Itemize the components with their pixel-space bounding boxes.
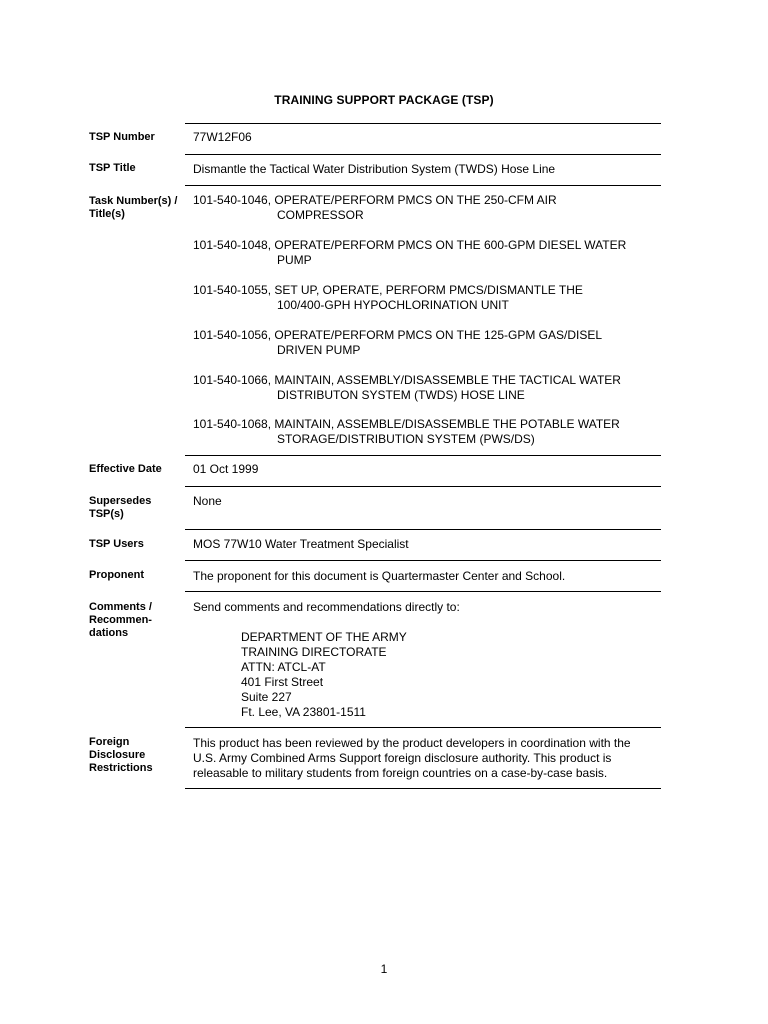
task-title-cont: DISTRIBUTON SYSTEM (TWDS) HOSE LINE bbox=[277, 388, 525, 402]
address-line: Suite 227 bbox=[241, 690, 292, 704]
list-item bbox=[193, 417, 663, 462]
list-item bbox=[193, 283, 663, 328]
divider bbox=[185, 486, 661, 487]
foreign-disclosure-value: This product has been reviewed by the product developers in coordination with the U.S. Army Combined Arms Support foreign disclosure authority. This product is releasable to military students from foreign countries on a case-by-case basis. bbox=[193, 736, 631, 780]
task-title: OPERATE/PERFORM PMCS ON THE 600-GPM DIESEL WATER bbox=[274, 238, 627, 252]
divider bbox=[185, 727, 661, 728]
task-title: MAINTAIN, ASSEMBLY/DISASSEMBLE THE TACTICAL WATER bbox=[274, 373, 621, 387]
task-title-cont: PUMP bbox=[277, 253, 312, 267]
tsp-users-label: TSP Users bbox=[89, 538, 144, 550]
effective-date-value: 01 Oct 1999 bbox=[193, 462, 259, 476]
task-number: 101-540-1055, bbox=[193, 283, 272, 297]
effective-date-label: Effective Date bbox=[89, 463, 162, 475]
tasks-label-text: Task Number(s) / Title(s) bbox=[89, 195, 178, 220]
tsp-title-value: Dismantle the Tactical Water Distribution System (TWDS) Hose Line bbox=[193, 162, 556, 176]
comments-label: Comments / Recommen-dations bbox=[89, 601, 152, 639]
task-title: SET UP, OPERATE, PERFORM PMCS/DISMANTLE THE bbox=[274, 283, 583, 297]
address-line: Ft. Lee, VA 23801-1511 bbox=[241, 705, 366, 719]
divider bbox=[185, 154, 661, 155]
tsp-title-label: TSP Title bbox=[89, 162, 136, 174]
task-title-cont: 100/400-GPH HYPOCHLORINATION UNIT bbox=[277, 298, 509, 312]
tsp-number-label: TSP Number bbox=[89, 131, 155, 143]
supersedes-label: Supersedes TSP(s) bbox=[89, 495, 152, 520]
divider bbox=[185, 788, 661, 789]
tsp-users-value: MOS 77W10 Water Treatment Specialist bbox=[193, 537, 409, 551]
divider bbox=[185, 529, 661, 530]
address-line: ATTN: ATCL-AT bbox=[241, 660, 326, 674]
proponent-value: The proponent for this document is Quartermaster Center and School. bbox=[193, 569, 566, 583]
task-title: OPERATE/PERFORM PMCS ON THE 125-GPM GAS/DISEL bbox=[274, 328, 603, 342]
task-number: 101-540-1066, bbox=[193, 373, 272, 387]
task-title-cont: COMPRESSOR bbox=[277, 208, 364, 222]
task-list bbox=[193, 193, 663, 462]
address-line: TRAINING DIRECTORATE bbox=[241, 645, 387, 659]
divider bbox=[185, 560, 661, 561]
task-number: 101-540-1056, bbox=[193, 328, 272, 342]
task-title-cont: STORAGE/DISTRIBUTION SYSTEM (PWS/DS) bbox=[277, 432, 535, 446]
task-number: 101-540-1046, bbox=[193, 193, 272, 207]
proponent-label: Proponent bbox=[89, 569, 144, 581]
task-number: 101-540-1068, bbox=[193, 417, 272, 431]
task-title: MAINTAIN, ASSEMBLE/DISASSEMBLE THE POTABLE WATER bbox=[274, 417, 620, 431]
list-item bbox=[193, 238, 663, 283]
task-title: OPERATE/PERFORM PMCS ON THE 250-CFM AIR bbox=[274, 193, 557, 207]
address-line: 401 First Street bbox=[241, 675, 324, 689]
divider bbox=[185, 123, 661, 124]
page-number: 1 bbox=[380, 962, 388, 976]
list-item bbox=[193, 328, 663, 373]
foreign-disclosure-label: Foreign Disclosure Restrictions bbox=[89, 736, 153, 774]
page-title: TRAINING SUPPORT PACKAGE (TSP) bbox=[274, 93, 494, 107]
list-item bbox=[193, 373, 663, 417]
comments-intro: Send comments and recommendations directly to: bbox=[193, 600, 460, 614]
list-item bbox=[193, 193, 663, 238]
tasks-label bbox=[89, 195, 179, 221]
task-title-cont: DRIVEN PUMP bbox=[277, 343, 361, 357]
address-line: DEPARTMENT OF THE ARMY bbox=[241, 630, 407, 644]
task-number: 101-540-1048, bbox=[193, 238, 272, 252]
tsp-number-value: 77W12F06 bbox=[193, 130, 252, 144]
divider bbox=[185, 185, 661, 186]
mailing-address bbox=[241, 630, 711, 720]
divider bbox=[185, 591, 661, 592]
supersedes-value: None bbox=[193, 494, 222, 508]
